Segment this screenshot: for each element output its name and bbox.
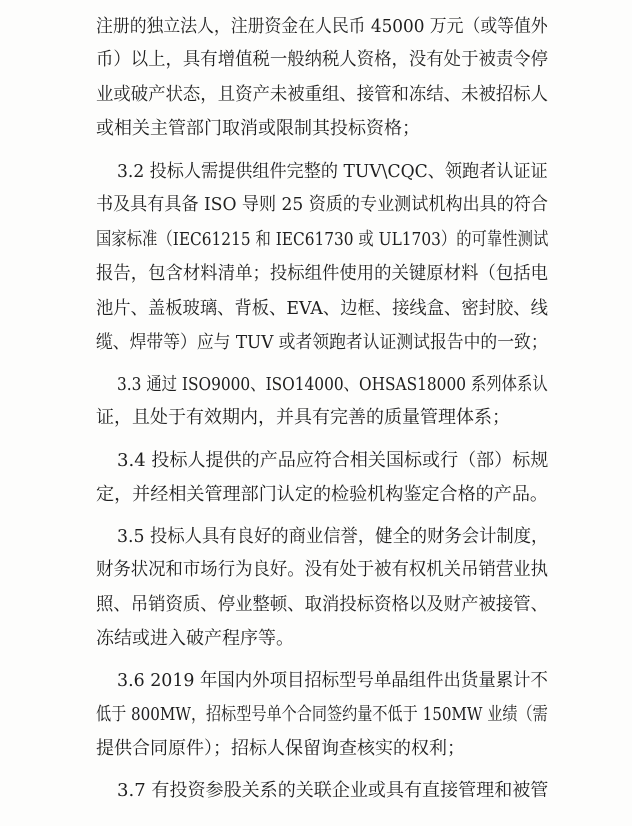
text-line: 或相关主管部门取消或限制其投标资格； bbox=[96, 118, 420, 139]
text-line: 提供合同原件）；招标人保留询查核实的权利； bbox=[96, 738, 465, 759]
text-line: 财务状况和市场行为良好。没有处于被有权机关吊销营业执 bbox=[96, 559, 548, 580]
paragraph-3-6-line: 3.6 2019 年国内外项目招标型号单晶组件出货量累计不 bbox=[117, 670, 548, 691]
text-line: 定，并经相关管理部门认定的检验机构鉴定合格的产品。 bbox=[96, 484, 548, 505]
text-line: 低于 800MW，招标型号单个合同签约量不低于 150MW 业绩（需 bbox=[96, 704, 548, 725]
text-line: 报告，包含材料清单；投标组件使用的关键原材料（包括电 bbox=[96, 263, 548, 284]
text-line: 币）以上，具有增值税一般纳税人资格，没有处于被责令停 bbox=[96, 49, 548, 70]
text-line: 缆、焊带等）应与 TUV 或者领跑者认证测试报告中的一致； bbox=[96, 332, 548, 353]
paragraph-3-3-line: 3.3 通过 ISO9000、ISO14000、OHSAS18000 系列体系认 bbox=[117, 374, 548, 395]
paragraph-3-4-line: 3.4 投标人提供的产品应符合相关国标或行（部）标规 bbox=[117, 450, 549, 471]
text-line: 照、吊销资质、停业整顿、取消投标资格以及财产被接管、 bbox=[96, 594, 548, 615]
text-line: 业或破产状态，且资产未被重组、接管和冻结、未被招标人 bbox=[96, 84, 548, 105]
text-line: 证，且处于有效期内，并具有完善的质量管理体系； bbox=[96, 407, 510, 428]
text-line: 池片、盖板玻璃、背板、EVA、边框、接线盒、密封胶、线 bbox=[96, 298, 548, 319]
paragraph-3-5-line: 3.5 投标人具有良好的商业信誉，健全的财务会计制度， bbox=[117, 526, 549, 547]
text-line: 冻结或进入破产程序等。 bbox=[96, 628, 294, 649]
text-line: 书及具有具备 ISO 导则 25 资质的专业测试机构出具的符合 bbox=[96, 194, 549, 215]
text-line: 国家标准（IEC61215 和 IEC61730 或 UL1703）的可靠性测试 bbox=[96, 229, 549, 250]
paragraph-3-7-line: 3.7 有投资参股关系的关联企业或具有直接管理和被管 bbox=[117, 780, 549, 801]
paragraph-3-2-line: 3.2 投标人需提供组件完整的 TUV\CQC、领跑者认证证 bbox=[117, 161, 548, 182]
text-line: 注册的独立法人，注册资金在人民币 45000 万元（或等值外 bbox=[96, 16, 548, 37]
